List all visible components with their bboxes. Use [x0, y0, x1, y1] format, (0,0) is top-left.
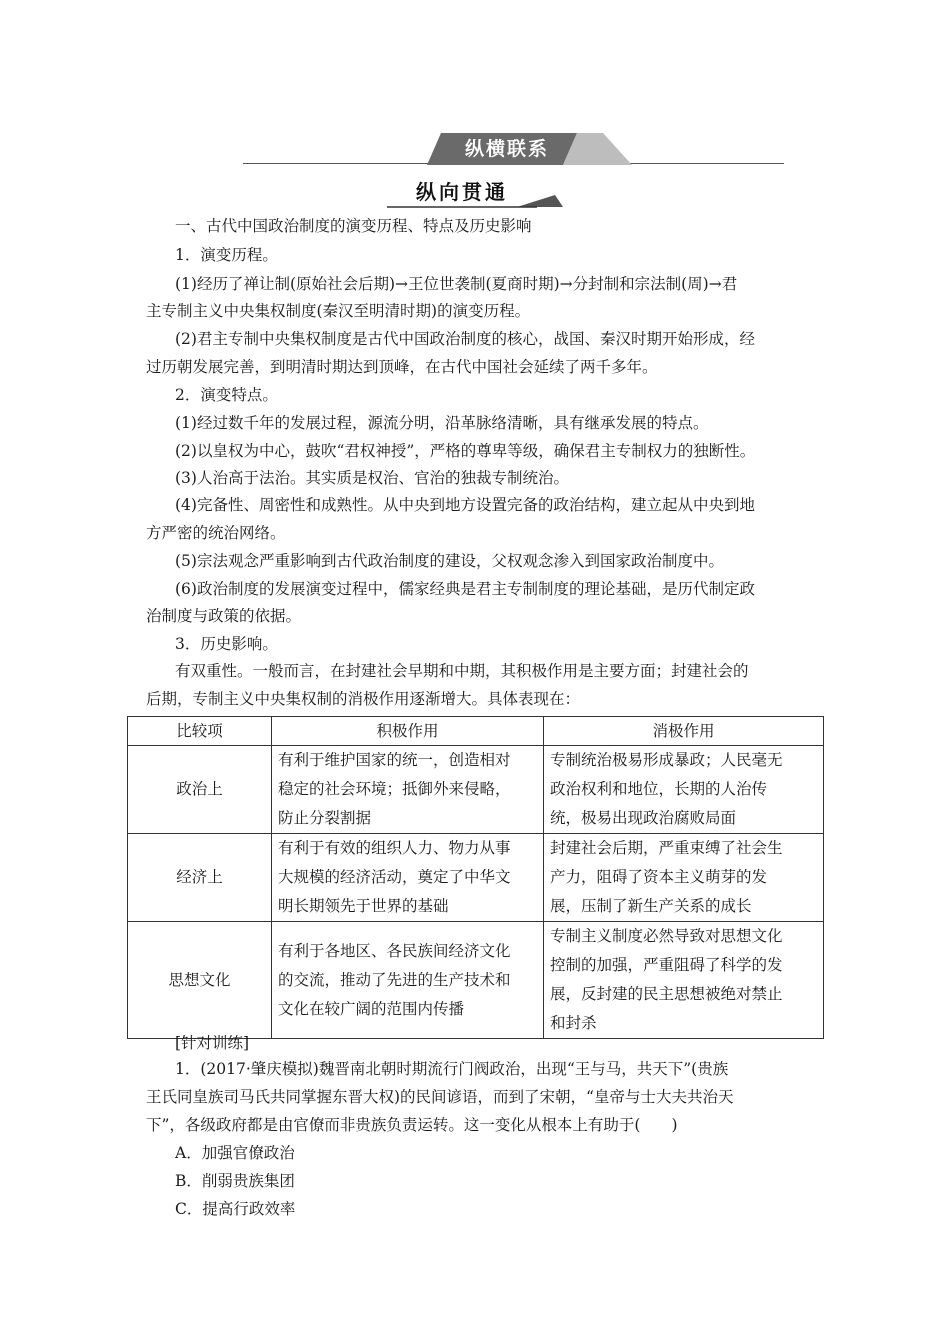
para-line: (1)经历了禅让制(原始社会后期)→王位世袭制(夏商时期)→分封制和宗法制(周)→君 [175, 275, 738, 293]
cell-line: 有利于有效的组织人力、物力从事 [278, 839, 511, 857]
negative-cell [544, 834, 824, 922]
column-header: 比较项 [128, 717, 272, 746]
cell-line: 有利于各地区、各民族间经济文化 [278, 941, 511, 960]
cell-line: 专制统治极易形成暴政；人民毫无 [550, 751, 783, 769]
cell-line: 控制的加强，严重阻碍了科学的发 [550, 956, 783, 974]
cell-line: 政治权利和地位，长期的人治传 [550, 780, 768, 798]
cell-line: 展，反封建的民主思想被绝对禁止 [550, 985, 783, 1003]
option-c: C．提高行政效率 [175, 1200, 296, 1218]
table-row [128, 746, 824, 834]
para-line: (4)完备性、周密性和成熟性。从中央到地方设置完备的政治结构，建立起从中央到地 [175, 496, 755, 514]
para-line: 治制度与政策的依据。 [146, 607, 302, 625]
para-line: 后期，专制主义中央集权制的消极作用逐渐增大。具体表现在： [146, 690, 581, 708]
positive-cell [272, 834, 544, 922]
positive-cell [272, 746, 544, 834]
cell-line: 文化在较广阔的范围内传播 [278, 999, 465, 1018]
para-line: 主专制主义中央集权制度(秦汉至明清时期)的演变历程。 [146, 302, 531, 320]
cell-line: 展，压制了新生产关系的成长 [550, 897, 752, 915]
para-line: 方严密的统治网络。 [146, 524, 286, 542]
section-title: 纵向贯通 [416, 180, 508, 204]
table-row [128, 922, 824, 1039]
para-line: (2)以皇权为中心，鼓吹“君权神授”，严格的尊卑等级，确保君主专制权力的独断性。 [175, 442, 756, 460]
row-label: 思想文化 [128, 922, 272, 1039]
para-line: 有双重性。一般而言，在封建社会早期和中期，其积极作用是主要方面；封建社会的 [175, 662, 749, 680]
para-line: 2．演变特点。 [175, 386, 278, 404]
positive-cell [272, 922, 544, 1039]
column-header: 消极作用 [544, 717, 824, 746]
question-line: 下”，各级政府都是由官僚而非贵族负责运转。这一变化从根本上有助于( ) [146, 1116, 678, 1134]
option-b: B．削弱贵族集团 [175, 1172, 295, 1190]
cell-line: 产力，阻碍了资本主义萌芽的发 [550, 868, 768, 886]
cell-line: 明长期领先于世界的基础 [278, 897, 449, 915]
cell-line: 和封杀 [550, 1014, 597, 1032]
para-line: 一、古代中国政治制度的演变历程、特点及历史影响 [175, 217, 532, 235]
cell-line: 的交流，推动了先进的生产技术和 [278, 970, 511, 989]
cell-line: 封建社会后期，严重束缚了社会生 [550, 839, 783, 857]
question-line: 王氏同皇族司马氏共同掌握东晋大权)的民间谚语，而到了宋朝，“皇帝与士大夫共治天 [146, 1088, 734, 1106]
table-header-row [128, 717, 824, 746]
cell-line: 大规模的经济活动，奠定了中华文 [278, 868, 511, 886]
column-header: 积极作用 [272, 717, 544, 746]
table-row [128, 834, 824, 922]
para-line: (3)人治高于法治。其实质是权治、官治的独裁专制统治。 [175, 469, 569, 487]
cell-line: 专制主义制度必然导致对思想文化 [550, 927, 783, 945]
banner-title: 纵横联系 [464, 138, 549, 160]
para-line: (5)宗法观念严重影响到古代政治制度的建设，父权观念渗入到国家政治制度中。 [175, 552, 724, 570]
para-line: (2)君主专制中央集权制度是古代中国政治制度的核心，战国、秦汉时期开始形成，经 [175, 330, 755, 348]
para-line: (6)政治制度的发展演变过程中，儒家经典是君主专制制度的理论基础，是历代制定政 [175, 580, 755, 598]
negative-cell [544, 922, 824, 1039]
para-line: 1．演变历程。 [175, 246, 278, 264]
row-label: 政治上 [128, 746, 272, 834]
para-line: 过历朝发展完善，到明清时期达到顶峰，在古代中国社会延续了两千多年。 [146, 358, 658, 376]
cell-line: 稳定的社会环境；抵御外来侵略， [278, 780, 511, 798]
section-banner [427, 133, 632, 165]
comparison-table [127, 716, 824, 1039]
cell-line: 防止分裂割据 [278, 809, 372, 827]
negative-cell [544, 746, 824, 834]
para-line: (1)经过数千年的发展过程，源流分明，沿革脉络清晰，具有继承发展的特点。 [175, 414, 709, 432]
section-heading [387, 177, 567, 211]
training-label: [针对训练] [175, 1034, 250, 1052]
question-line: 1．(2017·肇庆模拟)魏晋南北朝时期流行门阀政治，出现“王与马，共天下”(贵族 [175, 1060, 729, 1078]
option-a: A．加强官僚政治 [175, 1144, 295, 1162]
cell-line: 有利于维护国家的统一，创造相对 [278, 751, 511, 769]
cell-line: 统，极易出现政治腐败局面 [550, 809, 737, 827]
row-label: 经济上 [128, 834, 272, 922]
para-line: 3．历史影响。 [175, 635, 278, 653]
